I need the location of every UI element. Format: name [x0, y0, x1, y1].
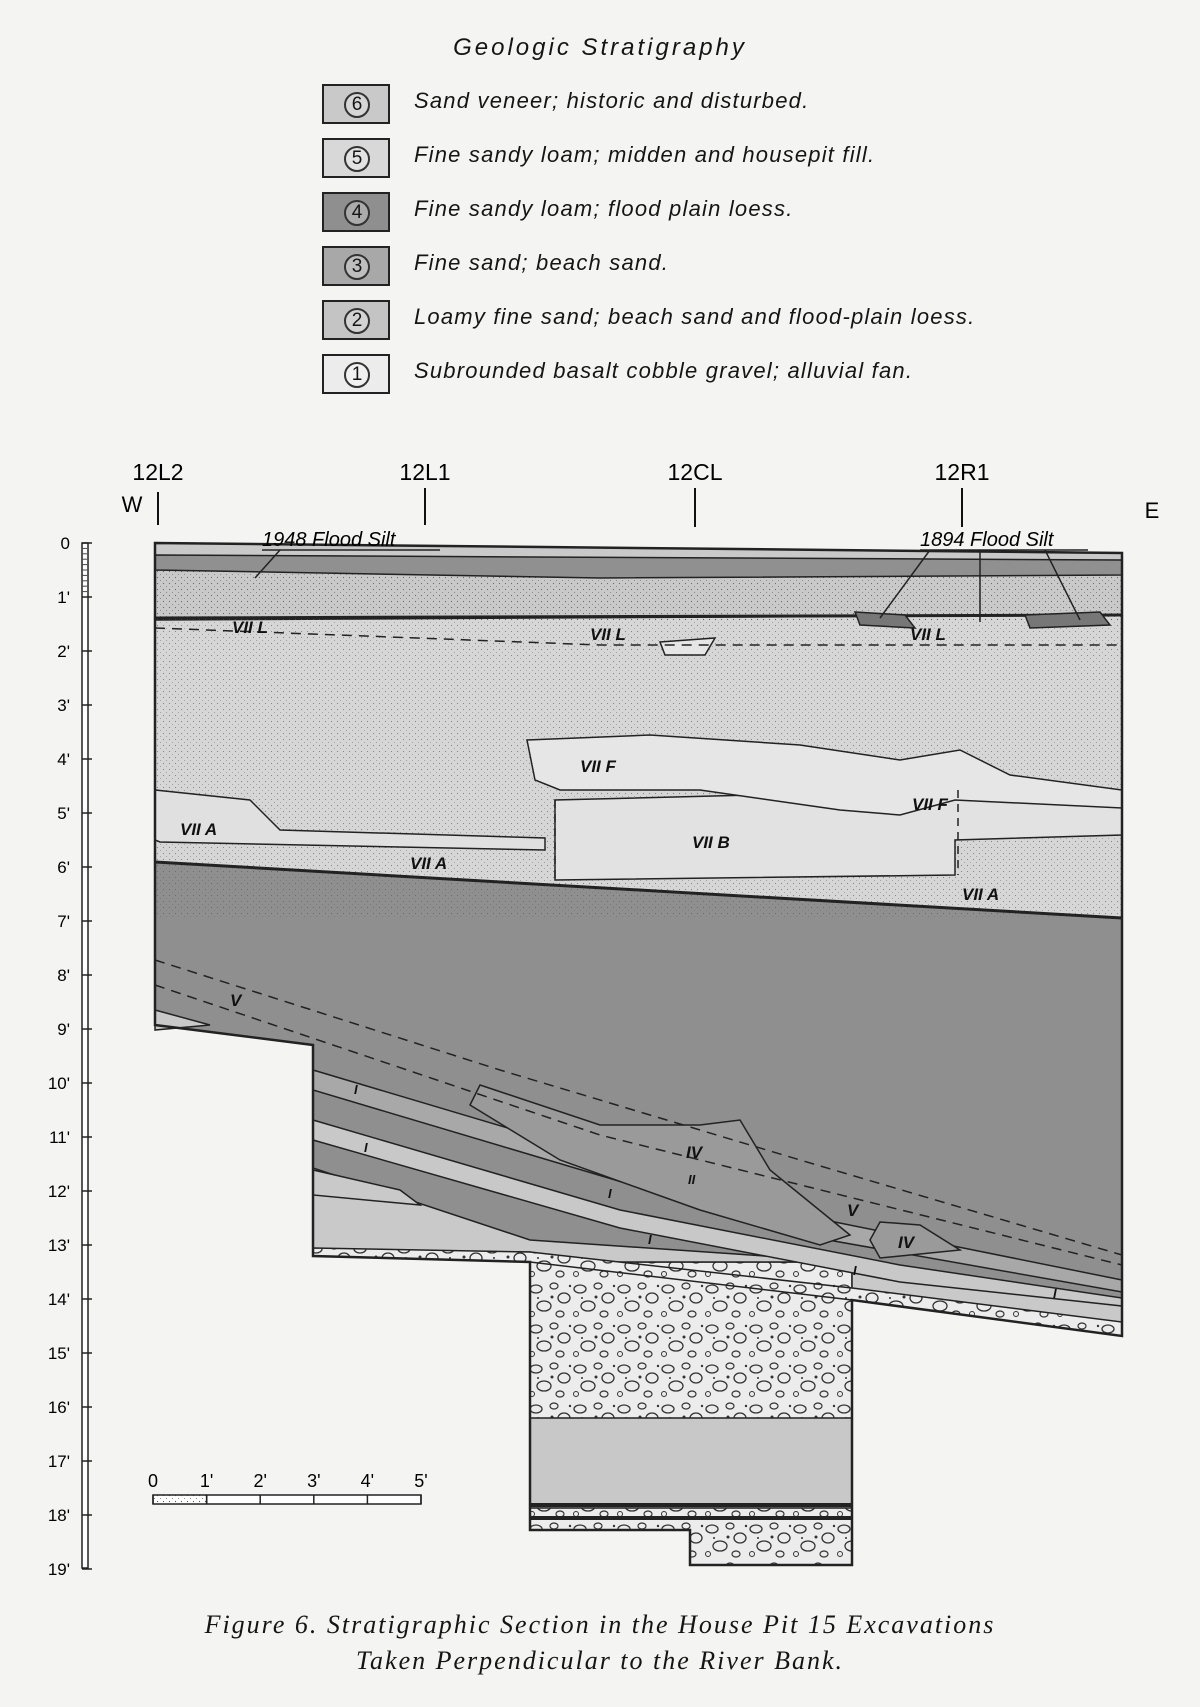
station-12CL: 12CL [667, 459, 723, 485]
annotation-1948-flood-silt: 1948 Flood Silt [262, 529, 396, 551]
unit-label: VII A [180, 820, 218, 839]
unit-label: VII F [912, 795, 948, 814]
station-12L1: 12L1 [399, 459, 451, 485]
depth-tick-label: 14' [47, 1290, 70, 1309]
depth-tick-label: 0 [60, 534, 70, 553]
depth-tick-label: 3' [57, 696, 70, 715]
unit-label: I [853, 1263, 857, 1278]
unit-label: VII L [910, 625, 946, 644]
scale-bar-label: 4' [360, 1471, 375, 1491]
legend-number-3: 3 [344, 254, 370, 280]
unit-label: IV [898, 1233, 915, 1252]
depth-tick-label: 16' [47, 1398, 70, 1417]
unit-label: IV [686, 1143, 703, 1162]
unit-label: I [648, 1232, 652, 1247]
depth-tick-label: 11' [49, 1128, 70, 1147]
legend-label-3: Fine sand; beach sand. [414, 250, 670, 275]
section-body [155, 543, 1122, 1565]
legend-label-6: Sand veneer; historic and disturbed. [414, 88, 810, 113]
depth-tick-label: 1' [57, 588, 70, 607]
legend-label-5: Fine sandy loam; midden and housepit fill. [414, 142, 876, 167]
figure-caption-line-1: Figure 6. Stratigraphic Section in the House Pit 15 Excavations [204, 1610, 996, 1639]
depth-tick-label: 18' [47, 1506, 70, 1525]
depth-tick-label: 17' [47, 1452, 70, 1471]
unit-label: I [364, 1140, 368, 1155]
unit-label: I [1053, 1286, 1057, 1301]
depth-tick-label: 13' [47, 1236, 70, 1255]
station-12R1: 12R1 [934, 459, 990, 485]
figure-title: Geologic Stratigraphy [453, 34, 747, 61]
depth-tick-label: 2' [57, 642, 70, 661]
legend-number-5: 5 [344, 146, 370, 172]
depth-tick-label: 4' [57, 750, 70, 769]
depth-tick-label: 12' [47, 1182, 70, 1201]
legend-number-6: 6 [344, 92, 370, 118]
unit-label: I [608, 1186, 612, 1201]
station-12L2: 12L2 [132, 459, 184, 485]
east-label: E [1144, 498, 1160, 523]
unit-label: VII L [232, 618, 268, 637]
unit-label: VII L [590, 625, 626, 644]
west-label: W [121, 492, 143, 517]
depth-scale [48, 534, 92, 1579]
horizontal-scale-bar [148, 1471, 428, 1504]
depth-tick-label: 6' [57, 858, 70, 877]
depth-tick-label: 10' [47, 1074, 70, 1093]
scale-bar-first-foot [153, 1495, 207, 1504]
scale-bar-label: 5' [414, 1471, 428, 1491]
depth-tick-label: 19' [47, 1560, 70, 1579]
unit-label: VII B [692, 833, 730, 852]
scale-bar-label: 2' [253, 1471, 267, 1491]
legend-label-2: Loamy fine sand; beach sand and flood-plain loess. [414, 304, 976, 329]
legend-number-2: 2 [344, 308, 370, 334]
scale-bar-label: 1' [199, 1471, 214, 1491]
unit-label: VII F [580, 757, 616, 776]
depth-tick-label: 8' [57, 966, 70, 985]
scale-bar-label: 0 [147, 1471, 159, 1491]
unit-label: VII A [962, 885, 1000, 904]
figure-caption-line-2: Taken Perpendicular to the River Bank. [355, 1646, 845, 1675]
unit-label: VII A [410, 854, 448, 873]
depth-tick-label: 15' [47, 1344, 70, 1363]
unit-label: I [354, 1082, 358, 1097]
legend-number-1: 1 [344, 362, 370, 388]
unit-4-flood-plain-loess [155, 862, 1122, 1300]
unit-label: V [847, 1201, 859, 1220]
depth-tick-label: 7' [57, 912, 70, 931]
flood-silt-1894-lens-2 [1025, 612, 1110, 628]
unit-label: II [688, 1172, 696, 1187]
unit-2-lower-band [530, 1418, 852, 1508]
depth-tick-label: 5' [57, 804, 70, 823]
scale-bar-label: 3' [307, 1471, 321, 1491]
unit-label: V [230, 991, 242, 1010]
legend-label-4: Fine sandy loam; flood plain loess. [414, 196, 794, 221]
station-markers [122, 459, 1160, 527]
legend-number-4: 4 [344, 200, 370, 226]
depth-tick-label: 9' [57, 1020, 70, 1039]
depth-ruler [82, 543, 88, 1568]
annotation-1894-flood-silt: 1894 Flood Silt [920, 529, 1054, 551]
legend-label-1: Subrounded basalt cobble gravel; alluvial fan. [414, 358, 914, 383]
